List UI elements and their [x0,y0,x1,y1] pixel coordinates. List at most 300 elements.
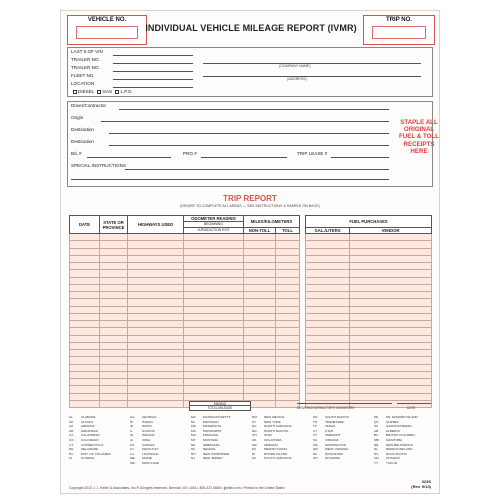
table-cell[interactable] [244,270,276,277]
address-label: (ADDRESS) [287,77,307,81]
table-cell[interactable] [100,306,128,313]
table-cell[interactable] [306,241,350,248]
table-cell[interactable] [276,277,300,284]
table-cell[interactable] [276,284,300,291]
table-cell[interactable] [128,379,184,386]
state-name: DIST. OF COLUMBIA [81,451,111,456]
table-cell[interactable] [350,277,432,284]
table-cell[interactable] [276,248,300,255]
table-cell[interactable] [128,292,184,299]
trip-lease-field[interactable] [331,157,389,158]
destination2-field[interactable] [109,145,389,146]
table-cell[interactable] [350,321,432,328]
table-cell[interactable] [184,357,244,364]
table-cell[interactable] [184,364,244,371]
state-entry [374,461,433,466]
table-cell[interactable] [350,313,432,320]
table-cell[interactable] [184,277,244,284]
col-nontoll: NON-TOLL [244,228,276,234]
table-cell[interactable] [100,364,128,371]
trip-report-table [69,215,432,408]
table-cell[interactable] [276,371,300,378]
form-code [411,479,431,489]
table-cell[interactable] [244,248,276,255]
special-instructions-field-2[interactable] [71,179,389,180]
table-cell[interactable] [184,234,244,241]
last6vin-field[interactable] [113,55,193,56]
table-cell[interactable] [350,234,432,241]
table-cell[interactable] [244,299,276,306]
table-cell[interactable] [128,371,184,378]
table-cell[interactable] [100,335,128,342]
table-cell[interactable] [306,386,350,393]
state-name: VERMONT [325,433,341,438]
table-cell[interactable] [306,342,350,349]
state-abbrev: RI [252,451,256,456]
table-cell[interactable] [70,342,100,349]
table-cell[interactable] [350,393,432,400]
table-cell[interactable] [350,292,432,299]
table-cell[interactable] [70,292,100,299]
table-cell[interactable] [100,393,128,400]
state-abbrev: AB [374,428,379,433]
state-entry [313,456,372,461]
table-cell[interactable] [128,306,184,313]
state-entry [69,456,128,461]
pro-label: PRO # [183,151,197,156]
table-cell[interactable] [100,241,128,248]
table-cell[interactable] [128,400,184,407]
table-row [70,255,432,262]
state-name: KENTUCKY [142,447,159,452]
table-cell[interactable] [350,342,432,349]
table-cell[interactable] [244,371,276,378]
bl-field[interactable] [87,157,171,158]
lpg-label: L.P.G. [120,89,133,94]
table-row [70,306,432,313]
table-cell[interactable] [184,321,244,328]
table-cell[interactable] [100,379,128,386]
signature-date-field[interactable] [397,403,431,404]
table-cell[interactable] [100,321,128,328]
table-cell[interactable] [184,241,244,248]
table-cell[interactable] [350,328,432,335]
table-cell[interactable] [350,299,432,306]
state-name: MINNESOTA [203,424,222,429]
location-label: LOCATION [71,81,95,86]
table-cell[interactable] [70,335,100,342]
state-abbrev: PA [252,447,256,452]
trip-number-field[interactable] [372,26,426,39]
state-abbrev: MS [191,428,196,433]
table-cell[interactable] [350,263,432,270]
table-cell[interactable] [70,241,100,248]
table-cell[interactable] [244,364,276,371]
state-abbrev: WA [313,442,318,447]
table-cell[interactable] [128,328,184,335]
table-cell[interactable] [306,379,350,386]
table-cell[interactable] [276,364,300,371]
table-cell[interactable] [350,306,432,313]
table-cell[interactable] [128,386,184,393]
driver-field[interactable] [119,109,389,110]
trailer1-field[interactable] [113,63,193,64]
table-cell[interactable] [306,371,350,378]
table-cell[interactable] [244,350,276,357]
table-row [70,234,432,241]
table-cell[interactable] [306,263,350,270]
table-row [70,328,432,335]
table-cell[interactable] [100,270,128,277]
state-name: NEW MEXICO [264,415,285,419]
state-name: IOWA [142,437,151,442]
table-cell[interactable] [350,270,432,277]
table-cell[interactable] [306,277,350,284]
table-cell[interactable] [244,234,276,241]
table-cell[interactable] [306,299,350,306]
table-cell[interactable] [350,241,432,248]
table-cell[interactable] [244,379,276,386]
col-state: STATE OR PROVINCE [100,216,128,234]
table-cell[interactable] [276,313,300,320]
state-abbrev: ID [130,424,134,429]
state-name: IDAHO [142,424,152,429]
table-cell[interactable] [350,335,432,342]
state-name: WEST VIRGINIA [325,447,349,452]
location-field[interactable] [113,87,193,88]
table-cell[interactable] [70,263,100,270]
table-cell[interactable] [244,342,276,349]
col-beginning: BEGINNING [184,222,244,228]
table-cell[interactable] [70,328,100,335]
table-cell[interactable] [306,393,350,400]
state-abbrev: CA [69,433,74,438]
state-abbrev: CO [69,437,74,442]
table-cell[interactable] [100,386,128,393]
table-cell[interactable] [244,335,276,342]
table-cell[interactable] [100,284,128,291]
table-cell[interactable] [100,328,128,335]
company-name-field[interactable] [203,63,421,64]
table-cell[interactable] [184,292,244,299]
fleet-field[interactable] [113,79,193,80]
table-cell[interactable] [184,350,244,357]
state-name: ONTARIO [386,456,400,461]
table-cell[interactable] [70,393,100,400]
state-name: ALBERTA [386,428,400,433]
state-name: ILLINOIS [142,428,155,433]
table-cell[interactable] [306,234,350,241]
table-cell[interactable] [100,299,128,306]
table-cell[interactable] [244,393,276,400]
table-cell[interactable] [128,342,184,349]
table-cell[interactable] [100,313,128,320]
table-cell[interactable] [184,386,244,393]
table-cell[interactable] [184,284,244,291]
table-cell[interactable] [100,357,128,364]
state-name: TEXAS [325,424,336,429]
state-abbrev: VT [313,433,317,438]
table-cell[interactable] [350,379,432,386]
table-cell[interactable] [350,364,432,371]
table-cell[interactable] [70,299,100,306]
table-cell[interactable] [306,335,350,342]
table-cell[interactable] [128,393,184,400]
table-cell[interactable] [276,270,300,277]
state-name: CALIFORNIA [81,433,100,438]
table-cell[interactable] [306,328,350,335]
table-cell[interactable] [100,234,128,241]
table-cell[interactable] [244,277,276,284]
table-cell[interactable] [350,371,432,378]
table-cell[interactable] [244,386,276,393]
table-cell[interactable] [350,350,432,357]
state-name: NEW YORK [264,419,281,424]
table-cell[interactable] [276,357,300,364]
col-jurisdiction: JURISDICTION EXIT [184,228,244,234]
state-name: WYOMING [325,456,341,461]
special-instructions-label: SPECIAL INSTRUCTIONS [71,163,126,168]
table-cell[interactable] [244,255,276,262]
table-cell[interactable] [276,241,300,248]
table-cell[interactable] [276,335,300,342]
table-cell[interactable] [128,255,184,262]
state-abbrev: KY [130,447,135,452]
state-name: PENNSYLVANIA [264,447,288,452]
table-cell[interactable] [276,342,300,349]
table-cell[interactable] [128,277,184,284]
table-cell[interactable] [184,263,244,270]
table-cell[interactable] [244,313,276,320]
table-cell[interactable] [276,263,300,270]
state-name: NORTH DAKOTA [264,428,289,433]
pro-field[interactable] [201,157,287,158]
state-abbrev: NL [374,447,378,452]
table-cell[interactable] [306,248,350,255]
table-cell[interactable] [350,284,432,291]
state-name: NEVADA [203,447,216,452]
table-cell[interactable] [70,234,100,241]
table-cell[interactable] [276,350,300,357]
state-abbrev: SC [252,456,257,461]
table-cell[interactable] [244,241,276,248]
state-name: MISSOURI [203,433,219,438]
table-cell[interactable] [128,321,184,328]
table-cell[interactable] [128,335,184,342]
table-cell[interactable] [306,313,350,320]
table-cell[interactable] [70,386,100,393]
table-cell[interactable] [184,335,244,342]
state-column [313,415,372,466]
table-cell[interactable] [350,386,432,393]
table-cell[interactable] [244,263,276,270]
table-cell[interactable] [184,270,244,277]
table-cell[interactable] [100,400,128,407]
table-cell[interactable] [184,306,244,313]
table-cell[interactable] [128,284,184,291]
table-cell[interactable] [184,255,244,262]
trailer2-field[interactable] [113,71,193,72]
origin-field[interactable] [101,121,389,122]
state-name: KANSAS [142,442,155,447]
col-miles: MILES/KILOMETERS [244,216,300,228]
odometer-summary [189,401,251,411]
table-cell[interactable] [100,248,128,255]
table-cell[interactable] [276,328,300,335]
state-name: QUEBEC [386,419,400,424]
trailer1-label: TRAILER NO. [71,57,100,62]
table-cell[interactable] [128,248,184,255]
table-cell[interactable] [306,357,350,364]
state-abbrev: TX [313,424,317,429]
table-cell[interactable] [100,371,128,378]
table-cell[interactable] [306,270,350,277]
table-cell[interactable] [306,364,350,371]
table-cell[interactable] [276,255,300,262]
table-cell[interactable] [70,306,100,313]
state-name: NEW JERSEY [203,456,224,461]
table-cell[interactable] [184,248,244,255]
table-cell[interactable] [244,321,276,328]
table-cell[interactable] [350,255,432,262]
total-mileage-label: TOTAL MILEAGE [189,406,251,411]
table-cell[interactable] [276,379,300,386]
table-cell[interactable] [184,379,244,386]
state-abbrev: HI [130,419,134,424]
state-abbrev: MD [130,460,135,465]
table-cell[interactable] [306,321,350,328]
table-cell[interactable] [100,277,128,284]
table-cell[interactable] [70,284,100,291]
staple-receipts-note: STAPLE ALL ORIGINAL FUEL & TOLL RECEIPTS HERE [399,119,439,155]
table-cell[interactable] [128,263,184,270]
origin-label: Origin [71,115,84,120]
table-cell[interactable] [184,393,244,400]
table-cell[interactable] [276,321,300,328]
special-instructions-field[interactable] [125,169,389,170]
table-cell[interactable] [244,357,276,364]
table-cell[interactable] [276,234,300,241]
table-cell[interactable] [306,306,350,313]
state-abbrev: IL [130,428,133,433]
signature-label: DRIVER/CONTRACTOR'S SIGNATURE [297,406,355,410]
gas-checkbox[interactable] [97,90,101,94]
diesel-checkbox[interactable] [73,90,77,94]
table-cell[interactable] [70,400,100,407]
table-cell[interactable] [244,284,276,291]
table-cell[interactable] [100,292,128,299]
table-cell[interactable] [70,364,100,371]
table-cell[interactable] [244,292,276,299]
state-name: MAINE [142,456,152,461]
trip-report-note: (DRIVER TO COMPLETE ALL AREAS — SEE INSTRUCTIONS & SAMPLE ON BACK) [180,204,320,208]
table-cell[interactable] [70,277,100,284]
table-cell[interactable] [184,371,244,378]
table-cell[interactable] [128,350,184,357]
destination1-field[interactable] [109,133,389,134]
table-cell[interactable] [128,270,184,277]
state-abbrev: AL [69,415,73,419]
col-fuel: FUEL PURCHASES [306,216,432,228]
table-cell[interactable] [70,313,100,320]
vehicle-number-field[interactable] [76,26,138,39]
table-cell[interactable] [184,299,244,306]
table-cell[interactable] [70,270,100,277]
state-name: NEWFOUNDLAND [386,447,413,452]
state-abbrev: AR [69,428,74,433]
table-row [70,379,432,386]
table-cell[interactable] [128,299,184,306]
table-cell[interactable] [70,357,100,364]
table-cell[interactable] [100,350,128,357]
table-cell[interactable] [70,321,100,328]
table-cell[interactable] [100,255,128,262]
table-cell[interactable] [184,342,244,349]
ending-label: ENDING [189,401,251,406]
table-row [70,357,432,364]
table-cell[interactable] [184,313,244,320]
col-date: DATE [70,216,100,234]
table-cell[interactable] [70,371,100,378]
table-cell[interactable] [276,306,300,313]
table-cell[interactable] [184,328,244,335]
table-cell[interactable] [128,241,184,248]
table-cell[interactable] [128,357,184,364]
table-cell[interactable] [276,386,300,393]
state-name: MICHIGAN [203,419,219,424]
state-name: BRITISH COLUMBIA [386,433,416,438]
lpg-checkbox[interactable] [115,90,119,94]
table-row [70,313,432,320]
last6vin-label: LAST 6 OF VIN [71,49,103,54]
table-cell[interactable] [306,255,350,262]
table-cell[interactable] [128,234,184,241]
table-cell[interactable] [70,248,100,255]
table-cell[interactable] [276,299,300,306]
table-cell[interactable] [128,364,184,371]
state-name: NOVA SCOTIA [386,451,407,456]
state-abbrev: WV [313,447,318,452]
table-cell[interactable] [306,292,350,299]
table-cell[interactable] [306,284,350,291]
table-cell[interactable] [70,255,100,262]
signature-field[interactable] [297,403,392,404]
table-cell[interactable] [70,350,100,357]
state-name: MARYLAND [142,460,160,465]
table-cell[interactable] [276,400,300,407]
table-cell[interactable] [350,357,432,364]
table-cell[interactable] [244,306,276,313]
table-cell[interactable] [276,292,300,299]
state-name: COLORADO [81,437,99,442]
table-cell[interactable] [244,328,276,335]
state-name: FLORIDA [81,456,95,461]
state-abbrev: SK [374,424,379,429]
address-field[interactable] [203,76,421,77]
state-abbrev: MI [191,419,195,424]
table-cell[interactable] [128,313,184,320]
company-name-label: (COMPANY NAME) [279,64,311,68]
state-abbrev: NM [252,415,257,419]
table-cell[interactable] [100,263,128,270]
table-cell[interactable] [276,393,300,400]
table-cell[interactable] [100,342,128,349]
state-abbrev: BC [374,433,379,438]
table-cell[interactable] [350,248,432,255]
table-cell[interactable] [306,350,350,357]
fleet-label: FLEET NO. [71,73,95,78]
table-cell[interactable] [70,379,100,386]
